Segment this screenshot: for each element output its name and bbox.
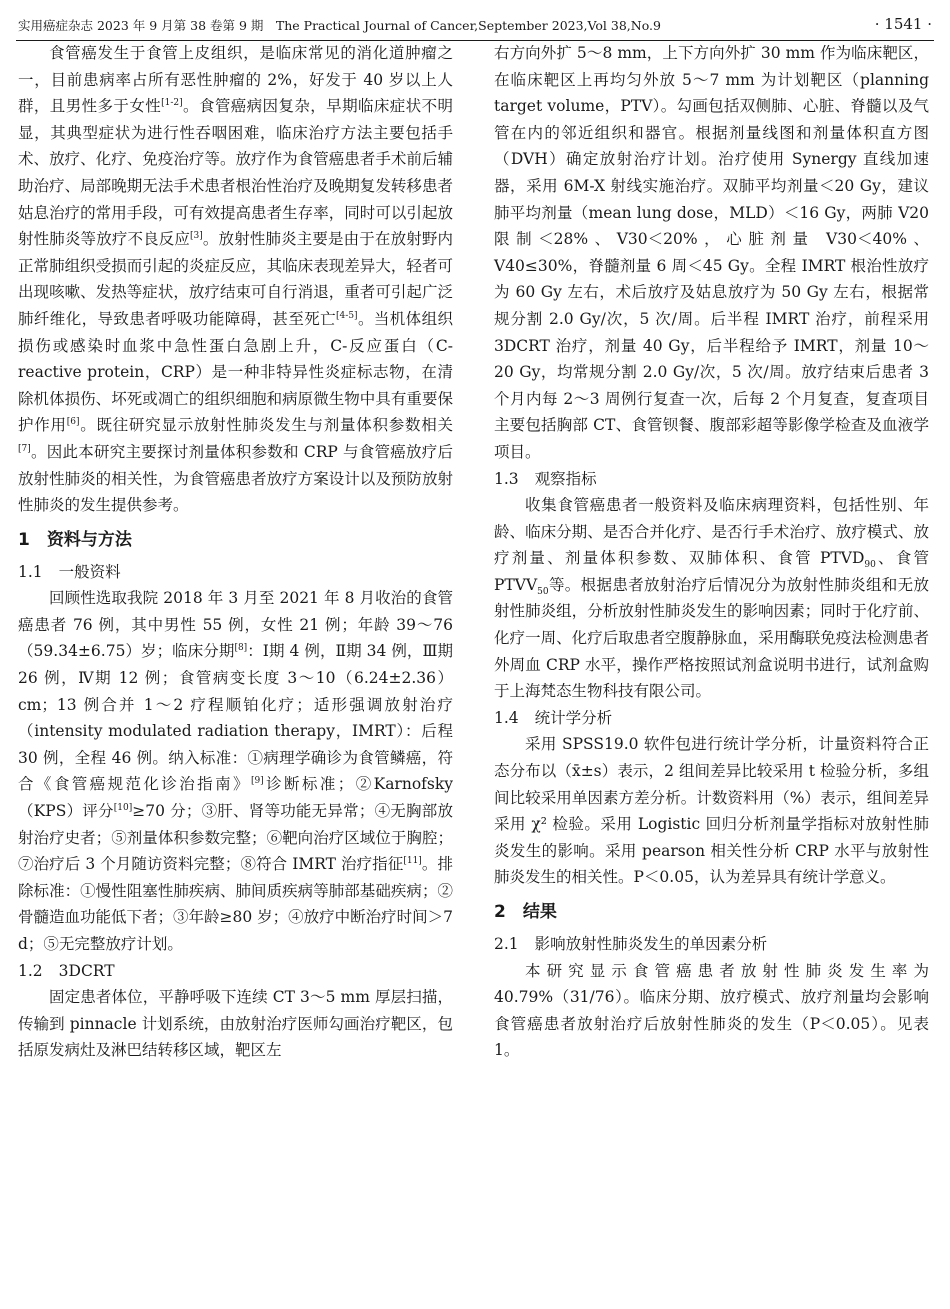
general-data-text-e: 。排除标准：①慢性阻塞性肺疾病、肺间质疾病等肺部基础疾病；②骨髓造血功能低下者；③年龄≥80 岁；④放疗中断治疗时间＞7 d；⑤无完整放疗计划。 (18, 855, 454, 953)
left-column (18, 40, 453, 1064)
general-data-text-c: 诊断标准；②Karnofsky（KPS）评分 (18, 775, 453, 821)
subsection-1-4-heading (494, 705, 929, 732)
observation-text-a: 收集食管癌患者一般资料及临床病理资料，包括性别、年龄、临床分期、是否合并化疗、是否行手术治疗、放疗模式、放疗剂量、剂量体积参数、双肺体积、食管 PTVD (494, 496, 929, 568)
subsection-1-1-heading (18, 559, 453, 586)
citation-11: [11] (403, 856, 422, 867)
observation-text-c: 等。根据患者放射治疗后情况分为放射性肺炎组和无放射性肺炎组，分析放射性肺炎发生的影响因素；同时于化疗前、化疗一周、化疗后取患者空腹静脉血，采用酶联免疫法检测患者外周血 CRP 水平，操作严格按照试剂盒说明书进行，试剂盒购于上海梵态生物科技有限公司。 (494, 575, 929, 701)
section-2-heading: 2 结果 (494, 902, 557, 922)
running-header (16, 14, 934, 41)
subsection-1-2-number: 1.2 (18, 961, 43, 980)
citation-3: [3] (190, 231, 203, 241)
running-title: 实用癌症杂志 2023 年 9 月第 38 卷第 9 期 The Practical Journal of Cancer,September 2023,Vol 38,No.9 (18, 18, 661, 33)
3dcrt-paragraph: 固定患者体位，平静呼吸下连续 CT 3～5 mm 厚层扫描，传输到 pinnacle 计划系统，由放射治疗医师勾画治疗靶区，包括原发病灶及淋巴结转移区域，靶区左 (18, 988, 453, 1060)
subsection-2-1-heading (494, 931, 929, 958)
citation-10: [10] (113, 802, 133, 813)
results-paragraph: 本研究显示食管癌患者放射性肺炎发生率为 40.79%（31/76）。临床分期、放疗模式、放疗剂量均会影响食管癌患者放射治疗后放射性肺炎的发生（P＜0.05）。见表 1。 (494, 961, 929, 1060)
general-data-paragraph (18, 585, 453, 957)
citation-1-2: [1-2] (161, 98, 183, 109)
subsection-1-3-number: 1.3 (494, 469, 519, 488)
intro-paragraph (18, 40, 453, 519)
intro-text-2: 。食管癌病因复杂，早期临床症状不明显，其典型症状为进行性吞咽困难，临床治疗方法主要包括手术、放疗、化疗、免疫治疗等。放疗作为食管癌患者手术前后辅助治疗、局部晚期无法手术患者根治性治疗及晚期复发转移患者姑息治疗的常用手段，可有效提高患者生存率，同时可以引起放射性肺炎等放疗不良反应 (18, 97, 453, 249)
section-1-heading: 1 资料与方法 (18, 529, 132, 550)
citation-6: [6] (66, 417, 80, 428)
subsection-1-3-title: 观察指标 (534, 469, 597, 488)
citation-9: [9] (250, 776, 264, 787)
ptvv-subscript: 50 (537, 586, 549, 597)
subsection-1-1-title: 一般资料 (58, 562, 121, 581)
subsection-1-2-heading (18, 958, 453, 985)
citation-7: [7] (18, 443, 31, 454)
subsection-1-2-title: 3DCRT (58, 961, 115, 980)
subsection-1-3-heading (494, 466, 929, 493)
intro-text-5: 。既往研究显示放射性肺炎发生与剂量体积参数相关 (79, 416, 453, 435)
intro-text-6: 。因此本研究主要探讨剂量体积参数和 CRP 与食管癌放疗后放射性肺炎的相关性，为食管癌患者放疗方案设计以及预防放射性肺炎的发生提供参考。 (18, 442, 453, 515)
subsection-1-1-number: 1.1 (18, 562, 43, 581)
general-data-text-a: 回顾性选取我院 2018 年 3 月至 2021 年 8 月收治的食管癌患者 76 例，其中男性 55 例，女性 21 例；年龄 39～76（59.34±6.75）岁；临床分期 (18, 589, 453, 661)
subsection-2-1-number: 2.1 (494, 935, 519, 953)
3dcrt-paragraph-continued: 右方向外扩 5～8 mm，上下方向外扩 30 mm 作为临床靶区，在临床靶区上再均匀外放 5～7 mm 为计划靶区（planning target volume，PTV）。勾画包括双侧肺、心脏、脊髓以及气管在内的邻近组织和器官。根据剂量线图和剂量体积直方图（DVH）确定放射治疗计划。治疗使用 Synergy 直线加速器，采用 6M-X 射线实施治疗。双肺平均剂量＜20 Gy，建议肺平均剂量（mean lung dose，MLD）＜16 Gy，两肺 V20 限制＜28%、V30＜20%，心脏剂量 V30＜40%、V40≤30%，脊髓剂量 6 周＜45 Gy。全程 IMRT 根治性放疗为 60 Gy 左右，术后放疗及姑息放疗为 50 Gy 左右，根据常规分割 2.0 Gy/次，5 次/周。后半程 IMRT 治疗，前程采用 3DCRT 治疗，剂量 40 Gy，后半程给予 IMRT，剂量 10～20 Gy，均常规分割 2.0 Gy/次，5 次/周。放疗结束后患者 3 个月内每 2～3 周例行复查一次，后每 2 个月复查，复查项目主要包括胸部 CT、食管钡餐、腹部彩超等影像学检查及血液学项目。 (494, 44, 929, 461)
observation-paragraph (494, 492, 929, 705)
citation-4-5: [4-5] (336, 310, 358, 321)
intro-text-4: 。当机体组织损伤或感染时血浆中急性蛋白急剧上升，C-反应蛋白（C-reactive protein，CRP）是一种非特异性炎症标志物，在清除机体损伤、坏死或凋亡的组织细胞和病原微生物中具有重要保护作用 (18, 309, 453, 435)
subsection-1-4-title: 统计学分析 (534, 708, 613, 727)
page-number: · 1541 · (874, 15, 932, 33)
intro-text-1: 食管癌发生于食管上皮组织，是临床常见的消化道肿瘤之一，目前患病率占所有恶性肿瘤的 2%，好发于 40 岁以上人群，且男性多于女性 (18, 44, 453, 116)
observation-text-b: 、食管 PTVV (494, 549, 929, 594)
statistics-paragraph: 采用 SPSS19.0 软件包进行统计学分析，计量资料符合正态分布以（x̄±s）表示，2 组间差异比较采用 t 检验分析，多组间比较采用单因素方差分析。计数资料用（%）表示，组间差异采用 χ² 检验。采用 Logistic 回归分析剂量学指标对放射性肺炎发生的影响。采用 pearson 相关性分析 CRP 水平与放射性肺炎发生的相关性。P＜0.05，认为差异具有统计学意义。 (494, 735, 929, 887)
general-data-text-b: ：Ⅰ期 4 例，Ⅱ期 34 例，Ⅲ期 26 例，Ⅳ期 12 例；食管病变长度 3～10（6.24±2.36）cm；13 例合并 1～2 疗程顺铂化疗；适形强调放射治疗（intensity modulated radiation therapy，IMRT）：后程 30 例，全程 46 例。纳入标准：①病理学确诊为食管鳞癌，符合《食管癌规范化诊治指南》 (18, 642, 454, 794)
right-column (494, 40, 929, 1064)
citation-8: [8] (234, 643, 248, 654)
subsection-2-1-title: 影响放射性肺炎发生的单因素分析 (534, 935, 768, 953)
ptvd-subscript: 90 (864, 560, 876, 571)
intro-text-3: 。放射性肺炎主要是由于在放射野内正常肺组织受损而引起的炎症反应，其临床表现差异大，轻者可出现咳嗽、发热等症状，放疗结束可自行消退，重者可引起广泛肺纤维化，导致患者呼吸功能障碍，甚至死亡 (18, 230, 453, 328)
subsection-1-4-number: 1.4 (494, 708, 519, 727)
general-data-text-d: ≥70 分；③肝、肾等功能无异常；④无胸部放射治疗史者；⑤剂量体积参数完整；⑥靶向治疗区域位于胸腔；⑦治疗后 3 个月随访资料完整；⑧符合 IMRT 治疗指征 (18, 802, 453, 874)
